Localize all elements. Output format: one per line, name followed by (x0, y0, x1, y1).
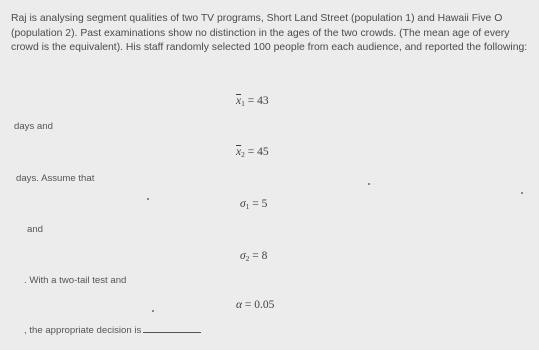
std-dev-2-subscript: 2 (245, 254, 250, 263)
speck (368, 183, 370, 185)
std-dev-1-subscript: 1 (245, 202, 250, 211)
sample-mean-1-subscript: 1 (241, 99, 245, 108)
sample-mean-1-equals: = (244, 95, 258, 107)
label-days-assume: days. Assume that (16, 173, 95, 184)
std-dev-1-symbol: σ (240, 198, 246, 210)
alpha-value: 0.05 (254, 299, 275, 311)
label-two-tail: . With a two-tail test and (24, 275, 127, 286)
sample-mean-1-value: 43 (257, 95, 269, 107)
sample-mean-2-subscript: 2 (241, 150, 245, 159)
label-decision (24, 324, 201, 336)
sample-mean-1 (236, 95, 269, 108)
speck (147, 198, 149, 200)
question-intro: Raj is analysing segment qualities of two TV programs, Short Land Street (population 1) and Hawaii Five O (population 2). Past examinations show no distinction in the ages of the two crowds. (The mean age of every crowd is the equivalent). His staff randomly selected 100 people from each audience, and reported the following: (11, 13, 528, 54)
sample-mean-1-symbol: $\overline{x}$ (236, 95, 242, 107)
std-dev-2-value: 8 (261, 250, 268, 262)
std-dev-1 (240, 198, 267, 211)
alpha-symbol: α (236, 299, 243, 311)
speck (152, 310, 154, 312)
label-and: and (27, 224, 44, 235)
std-dev-2 (240, 250, 267, 263)
answer-blank (143, 324, 201, 333)
sample-mean-2-value: 45 (257, 146, 269, 158)
speck (521, 192, 523, 194)
sample-mean-2-equals: = (244, 146, 258, 158)
std-dev-2-symbol: σ (240, 250, 246, 262)
significance-level (236, 299, 274, 311)
alpha-equals: = (242, 299, 255, 311)
sample-mean-2-symbol: $\overline{x}$ (236, 146, 242, 158)
label-days-and: days and (14, 121, 53, 132)
std-dev-1-value: 5 (261, 198, 268, 210)
std-dev-1-equals: = (249, 198, 262, 210)
std-dev-2-equals: = (249, 250, 262, 262)
decision-text: , the appropriate decision is (24, 325, 142, 336)
sample-mean-2 (236, 146, 269, 159)
